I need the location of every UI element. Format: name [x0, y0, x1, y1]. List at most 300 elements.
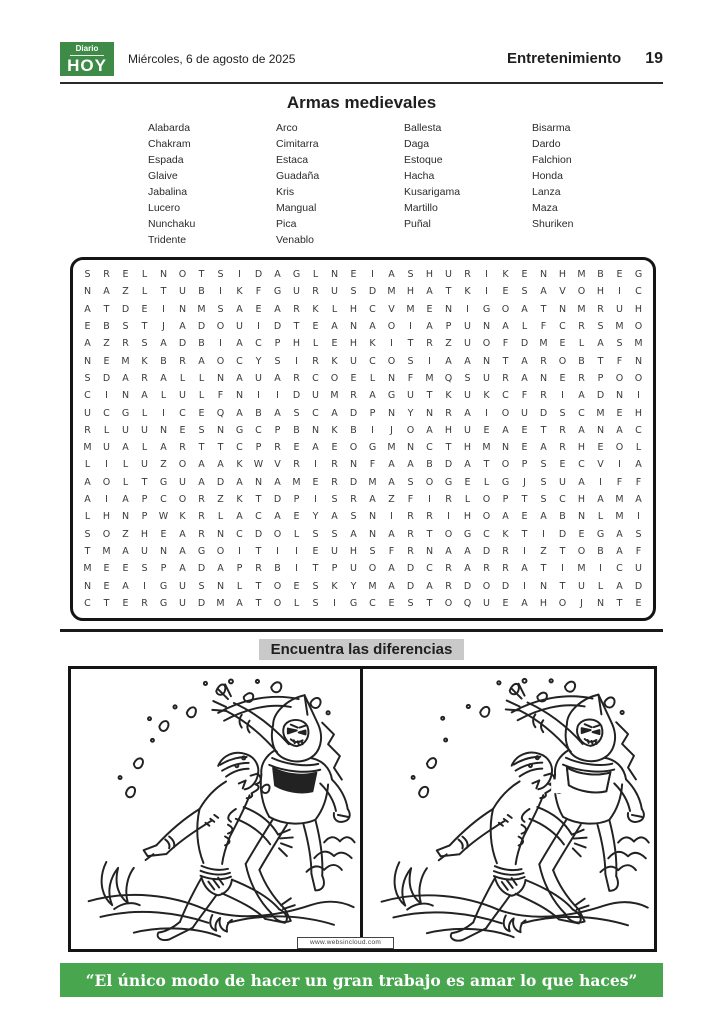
grid-letter: S [84, 269, 91, 281]
grid-letter: R [141, 597, 148, 609]
grid-letter: U [255, 372, 262, 384]
word-item: Tridente [148, 234, 187, 246]
grid-letter: G [463, 528, 472, 540]
grid-letter: G [197, 545, 206, 557]
grid-letter: C [236, 355, 243, 367]
grid-letter: O [577, 545, 586, 557]
grid-letter: R [445, 407, 452, 419]
grid-letter: B [350, 424, 357, 436]
grid-letter: C [236, 442, 243, 454]
grid-letter: S [540, 459, 547, 471]
grid-letter: G [235, 424, 244, 436]
grid-letter: M [216, 597, 225, 609]
grid-letter: O [482, 511, 491, 523]
grid-letter: A [578, 424, 585, 436]
grid-letter: A [369, 390, 376, 402]
grid-letter: D [254, 269, 263, 281]
grid-letter: R [540, 355, 547, 367]
grid-letter: A [217, 459, 224, 471]
grid-letter: L [84, 511, 91, 523]
grid-letter: I [314, 459, 317, 471]
grid-letter: M [577, 303, 586, 315]
grid-letter: R [350, 494, 357, 505]
grid-letter: U [84, 407, 91, 419]
grid-letter: E [103, 563, 110, 575]
grid-letter: A [616, 528, 623, 540]
grid-letter: E [616, 269, 623, 281]
grid-letter: B [160, 355, 167, 367]
grid-letter: N [539, 580, 548, 592]
grid-letter: A [198, 355, 205, 367]
grid-letter: T [426, 390, 433, 402]
wordsearch-grid-frame [70, 257, 656, 621]
grid-letter: E [559, 372, 566, 384]
word-column [532, 120, 660, 248]
grid-letter: I [447, 511, 450, 523]
grid-letter: P [369, 407, 376, 419]
grid-letter: L [597, 511, 604, 523]
grid-letter: N [558, 303, 567, 315]
grid-letter: A [426, 321, 433, 333]
grid-letter: R [179, 442, 186, 454]
grid-letter: N [349, 321, 358, 333]
grid-letter: N [596, 424, 605, 436]
grid-letter: E [331, 338, 338, 350]
grid-letter: U [179, 597, 186, 609]
quote-bar [60, 963, 663, 997]
grid-letter: R [198, 511, 205, 523]
grid-letter: A [274, 372, 281, 384]
grid-letter: R [198, 528, 205, 540]
grid-letter: T [141, 321, 148, 333]
grid-letter: U [464, 321, 471, 333]
grid-letter: N [159, 424, 168, 436]
grid-letter: R [350, 390, 357, 402]
grid-letter: H [577, 442, 586, 454]
grid-letter: L [160, 390, 167, 402]
grid-letter: U [179, 580, 186, 592]
grid-letter: A [122, 442, 129, 454]
grid-letter: G [368, 442, 377, 454]
grid-letter: A [597, 494, 604, 505]
grid-letter: J [523, 476, 526, 488]
word-item: Mangual [276, 202, 317, 214]
grid-letter: A [350, 528, 357, 540]
grid-letter: I [371, 269, 374, 281]
grid-letter: E [426, 303, 433, 315]
grid-letter: E [103, 580, 110, 592]
grid-letter: D [501, 580, 510, 592]
grid-letter: C [312, 372, 319, 384]
grid-letter: N [368, 528, 377, 540]
grid-letter: O [216, 321, 225, 333]
grid-letter: N [539, 372, 548, 384]
grid-letter: U [331, 286, 338, 298]
grid-letter: S [407, 269, 414, 281]
grid-letter: R [293, 303, 300, 315]
grid-letter: A [388, 528, 395, 540]
grid-letter: Z [445, 338, 452, 350]
grid-letter: D [273, 494, 282, 505]
grid-letter: N [615, 390, 624, 402]
grid-letter: P [274, 338, 281, 350]
grid-letter: I [105, 494, 108, 505]
grid-letter: A [521, 355, 528, 367]
grid-letter: A [122, 580, 129, 592]
grid-letter: R [464, 269, 471, 281]
grid-letter: I [295, 563, 298, 575]
grid-letter: A [464, 407, 471, 419]
grid-letter: A [540, 442, 547, 454]
grid-letter: A [122, 494, 129, 505]
grid-letter: C [103, 407, 110, 419]
grid-letter: D [178, 338, 187, 350]
grid-letter: A [274, 407, 281, 419]
grid-letter: A [179, 563, 186, 575]
grid-letter: H [102, 511, 111, 523]
grid-letter: K [141, 355, 148, 367]
fight-scene-right [363, 669, 655, 949]
wordsearch-word-list [60, 120, 663, 248]
grid-letter: L [141, 286, 148, 298]
grid-letter: E [559, 338, 566, 350]
grid-letter: L [141, 442, 148, 454]
grid-letter: E [179, 424, 186, 436]
grid-letter: V [559, 286, 566, 298]
grid-letter: N [368, 511, 377, 523]
grid-letter: M [197, 303, 206, 315]
grid-letter: O [634, 372, 643, 384]
grid-letter: U [445, 269, 452, 281]
grid-letter: E [141, 303, 148, 315]
grid-letter: D [520, 338, 529, 350]
grid-letter: S [540, 494, 547, 505]
grid-letter: Q [463, 597, 472, 609]
grid-letter: S [312, 528, 319, 540]
grid-letter: Y [255, 355, 262, 367]
quote-text: “El único modo de hacer un gran trabajo es amar lo que haces” [85, 970, 638, 990]
word-item: Cimitarra [276, 138, 319, 150]
grid-letter: S [312, 597, 319, 609]
grid-letter: T [540, 424, 547, 436]
grid-letter: A [122, 545, 129, 557]
grid-letter: W [253, 459, 264, 471]
grid-letter: E [350, 269, 357, 281]
grid-letter: C [502, 390, 509, 402]
grid-letter: K [369, 338, 376, 350]
grid-letter: U [635, 563, 642, 575]
grid-letter: J [162, 321, 165, 333]
grid-letter: I [485, 286, 488, 298]
grid-letter: L [312, 338, 319, 350]
grid-letter: A [160, 442, 167, 454]
grid-letter: U [179, 286, 186, 298]
grid-letter: U [578, 580, 585, 592]
grid-letter: D [368, 286, 377, 298]
grid-letter: A [388, 459, 395, 471]
grid-letter: T [616, 597, 623, 609]
grid-letter: R [407, 545, 414, 557]
grid-letter: N [387, 372, 396, 384]
grid-letter: O [102, 528, 111, 540]
grid-letter: D [292, 390, 301, 402]
grid-letter: T [540, 563, 547, 575]
grid-letter: U [464, 390, 471, 402]
grid-letter: E [559, 459, 566, 471]
grid-letter: U [559, 476, 566, 488]
grid-letter: N [596, 597, 605, 609]
grid-letter: E [160, 528, 167, 540]
grid-letter: C [635, 286, 642, 298]
grid-letter: F [540, 321, 547, 333]
grid-letter: I [466, 303, 469, 315]
diario-hoy-logo [60, 42, 114, 76]
grid-letter: T [521, 494, 528, 505]
grid-letter: I [276, 390, 279, 402]
grid-letter: A [521, 563, 528, 575]
grid-letter: A [274, 511, 281, 523]
grid-letter: R [179, 355, 186, 367]
grid-letter: A [179, 528, 186, 540]
grid-letter: O [387, 355, 396, 367]
grid-letter: I [257, 321, 260, 333]
grid-letter: U [331, 545, 338, 557]
grid-letter: R [122, 338, 129, 350]
grid-letter: I [637, 511, 640, 523]
grid-letter: M [330, 390, 339, 402]
grid-letter: K [502, 528, 509, 540]
grid-letter: S [597, 321, 604, 333]
grid-letter: U [464, 424, 471, 436]
grid-letter: F [255, 286, 262, 298]
grid-letter: I [276, 545, 279, 557]
grid-letter: A [122, 372, 129, 384]
grid-letter: U [236, 321, 243, 333]
grid-letter: O [501, 303, 510, 315]
word-item: Ballesta [404, 122, 442, 134]
grid-letter: E [122, 269, 129, 281]
grid-letter: T [217, 442, 224, 454]
grid-letter: B [103, 321, 110, 333]
word-item: Alabarda [148, 122, 191, 134]
grid-letter: S [635, 528, 642, 540]
grid-letter: I [599, 476, 602, 488]
grid-letter: A [616, 580, 623, 592]
grid-letter: F [635, 545, 642, 557]
word-item: Kris [276, 186, 295, 198]
grid-letter: M [596, 407, 605, 419]
grid-letter: A [616, 545, 623, 557]
edition-date: Miércoles, 6 de agosto de 2025 [128, 52, 296, 66]
grid-letter: K [312, 303, 319, 315]
grid-letter: L [331, 303, 338, 315]
grid-letter: S [369, 545, 376, 557]
grid-letter: R [331, 476, 338, 488]
grid-letter: I [428, 355, 431, 367]
grid-letter: P [274, 424, 281, 436]
grid-letter: R [407, 511, 414, 523]
grid-letter: M [387, 442, 396, 454]
word-item: Honda [532, 170, 563, 182]
word-item: Pica [276, 218, 297, 230]
grid-letter: L [122, 476, 129, 488]
grid-letter: A [521, 597, 528, 609]
grid-letter: A [464, 355, 471, 367]
grid-letter: I [390, 338, 393, 350]
grid-letter: A [236, 476, 243, 488]
grid-letter: I [333, 597, 336, 609]
grid-letter: A [635, 459, 642, 471]
logo-main-text: HOY [67, 55, 107, 75]
grid-letter: Z [122, 528, 129, 540]
grid-letter: A [521, 372, 528, 384]
grid-letter: E [255, 303, 262, 315]
grid-letter: I [542, 528, 545, 540]
grid-letter: P [331, 563, 338, 575]
grid-letter: A [236, 338, 243, 350]
grid-letter: U [122, 424, 129, 436]
grid-letter: K [179, 511, 186, 523]
grid-letter: Z [122, 286, 129, 298]
grid-letter: E [198, 407, 205, 419]
grid-letter: U [312, 390, 319, 402]
grid-letter: V [597, 459, 604, 471]
grid-letter: I [390, 511, 393, 523]
grid-letter: I [314, 494, 317, 505]
grid-letter: B [597, 269, 604, 281]
grid-letter: Y [312, 511, 319, 523]
grid-letter: T [521, 528, 528, 540]
grid-letter: F [616, 355, 623, 367]
grid-letter: M [83, 563, 92, 575]
grid-letter: C [578, 407, 585, 419]
grid-letter: M [292, 476, 301, 488]
grid-letter: N [216, 528, 225, 540]
grid-letter: U [521, 407, 528, 419]
grid-letter: I [485, 407, 488, 419]
grid-letter: R [445, 563, 452, 575]
grid-letter: L [236, 580, 243, 592]
grid-letter: C [426, 563, 433, 575]
grid-letter: A [312, 442, 319, 454]
grid-letter: S [464, 372, 471, 384]
grid-letter: O [482, 338, 491, 350]
grid-letter: M [577, 269, 586, 281]
grid-letter: A [388, 580, 395, 592]
grid-letter: S [141, 563, 148, 575]
grid-letter: M [83, 442, 92, 454]
grid-letter: O [577, 286, 586, 298]
grid-letter: R [445, 494, 452, 505]
word-item: Jabalina [148, 186, 188, 198]
grid-letter: G [596, 528, 605, 540]
grid-letter: F [635, 476, 642, 488]
grid-letter: P [293, 494, 300, 505]
grid-letter: K [236, 286, 243, 298]
grid-letter: E [483, 424, 490, 436]
grid-letter: A [464, 545, 471, 557]
grid-letter: K [331, 580, 338, 592]
grid-letter: L [312, 269, 319, 281]
grid-letter: D [216, 476, 225, 488]
grid-letter: E [122, 563, 129, 575]
grid-letter: A [84, 476, 91, 488]
grid-letter: S [407, 597, 414, 609]
grid-letter: C [369, 355, 376, 367]
grid-letter: N [482, 321, 491, 333]
grid-letter: P [141, 494, 148, 505]
grid-letter: O [102, 476, 111, 488]
difference-image-right [363, 669, 655, 949]
grid-letter: L [293, 528, 300, 540]
grid-letter: H [634, 303, 643, 315]
wordsearch-title: Armas medievales [286, 93, 437, 112]
grid-letter: N [178, 303, 187, 315]
grid-letter: E [521, 442, 528, 454]
grid-letter: O [273, 597, 282, 609]
grid-letter: Y [407, 407, 414, 419]
grid-letter: G [482, 303, 491, 315]
grid-letter: I [105, 459, 108, 471]
grid-letter: S [198, 424, 205, 436]
grid-letter: N [444, 303, 453, 315]
grid-letter: C [84, 597, 91, 609]
grid-letter: H [425, 269, 434, 281]
grid-letter: T [483, 459, 490, 471]
grid-letter: O [368, 563, 377, 575]
grid-letter: A [578, 476, 585, 488]
grid-letter: N [501, 442, 510, 454]
grid-letter: U [141, 545, 148, 557]
grid-letter: I [219, 338, 222, 350]
grid-letter: C [559, 494, 566, 505]
grid-letter: L [198, 390, 205, 402]
grid-letter: Q [216, 407, 225, 419]
grid-letter: B [578, 355, 585, 367]
grid-letter: N [216, 424, 225, 436]
grid-letter: D [273, 321, 282, 333]
header-right [507, 50, 663, 68]
grid-letter: U [350, 563, 357, 575]
grid-letter: E [312, 545, 319, 557]
grid-letter: U [483, 597, 490, 609]
grid-letter: C [369, 303, 376, 315]
grid-letter: Z [540, 545, 547, 557]
word-item: Shuriken [532, 218, 574, 230]
grid-letter: N [159, 269, 168, 281]
grid-letter: S [521, 286, 528, 298]
grid-letter: A [236, 372, 243, 384]
grid-letter: M [406, 303, 415, 315]
grid-letter: W [158, 511, 169, 523]
word-item: Espada [148, 154, 184, 166]
grid-letter: R [597, 303, 604, 315]
grid-letter: U [293, 286, 300, 298]
grid-letter: O [349, 442, 358, 454]
grid-letter: K [236, 494, 243, 505]
word-item: Puñal [404, 218, 431, 230]
grid-letter: I [105, 390, 108, 402]
grid-letter: D [254, 528, 263, 540]
grid-letter: H [577, 494, 586, 505]
grid-letter: S [122, 321, 129, 333]
word-item: Glaive [148, 170, 178, 182]
grid-letter: Z [103, 338, 110, 350]
grid-letter: G [634, 269, 643, 281]
grid-letter: A [160, 372, 167, 384]
grid-letter: N [254, 476, 263, 488]
grid-letter: G [121, 407, 130, 419]
